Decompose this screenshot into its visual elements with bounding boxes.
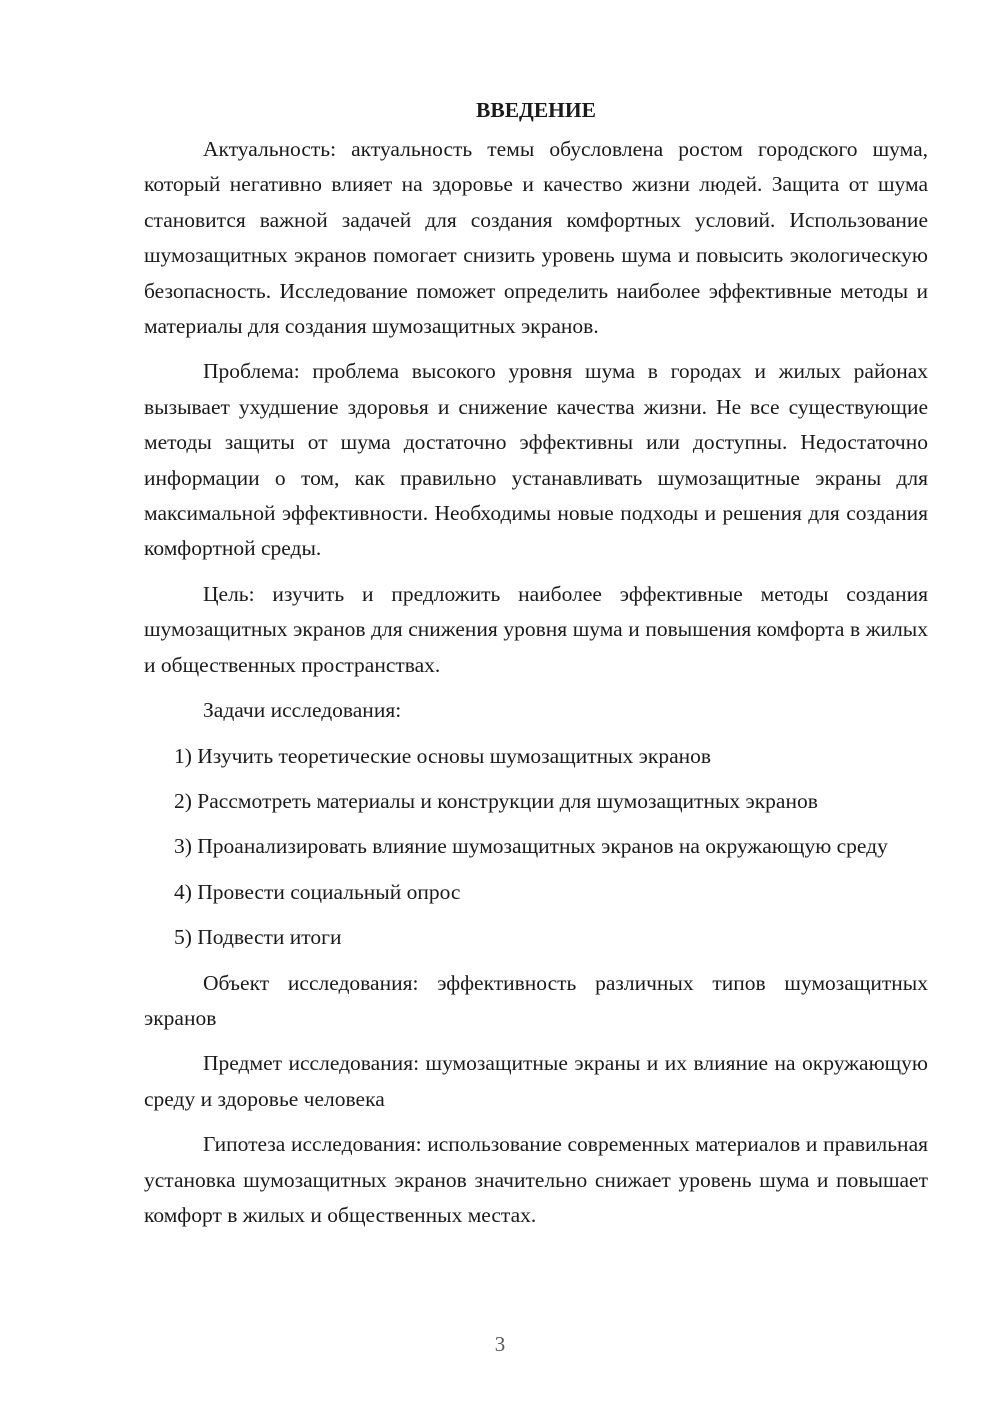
page-number: 3 [494, 1332, 506, 1356]
section-title: ВВЕДЕНИЕ [476, 98, 596, 122]
object-paragraph: Объект исследования: эффективность различных типов шумозащитных экранов [144, 970, 928, 1030]
problem-paragraph: Проблема: проблема высокого уровня шума в городах и жилых районах вызывает ухудшение здоровья и снижение качества жизни. Не все существующие методы защиты от шума достаточно эффективны или доступны. Недостаточно информации о том, как правильно устанавливать шумозащитные экраны для максимальной эффективности. Необходимы новые подходы и решения для создания комфортной среды. [144, 359, 928, 561]
relevance-paragraph: Актуальность: актуальность темы обусловлена ростом городского шума, который негативно влияет на здоровье и качество жизни людей. Защита от шума становится важной задачей для создания комфортных условий. Использование шумозащитных экранов помогает снизить уровень шума и повысить экологическую безопасность. Исследование поможет определить наиболее эффективные методы и материалы для создания шумозащитных экранов. [144, 137, 928, 339]
task-item: 3) Проанализировать влияние шумозащитных экранов на окружающую среду [174, 834, 888, 859]
task-item: 1) Изучить теоретические основы шумозащитных экранов [174, 743, 712, 768]
task-item: 4) Провести социальный опрос [174, 879, 461, 904]
subject-paragraph: Предмет исследования: шумозащитные экраны и их влияние на окружающую среду и здоровье человека [144, 1051, 928, 1111]
task-item: 5) Подвести итоги [174, 925, 342, 950]
document-page [144, 92, 928, 1233]
tasks-heading: Задачи исследования: [203, 698, 402, 723]
goal-paragraph: Цель: изучить и предложить наиболее эффективные методы создания шумозащитных экранов для снижения уровня шума и повышения комфорта в жилых и общественных пространствах. [144, 581, 928, 677]
hypothesis-paragraph: Гипотеза исследования: использование современных материалов и правильная установка шумозащитных экранов значительно снижает уровень шума и повышает комфорт в жилых и общественных местах. [144, 1132, 928, 1227]
task-item: 2) Рассмотреть материалы и конструкции для шумозащитных экранов [174, 788, 818, 813]
